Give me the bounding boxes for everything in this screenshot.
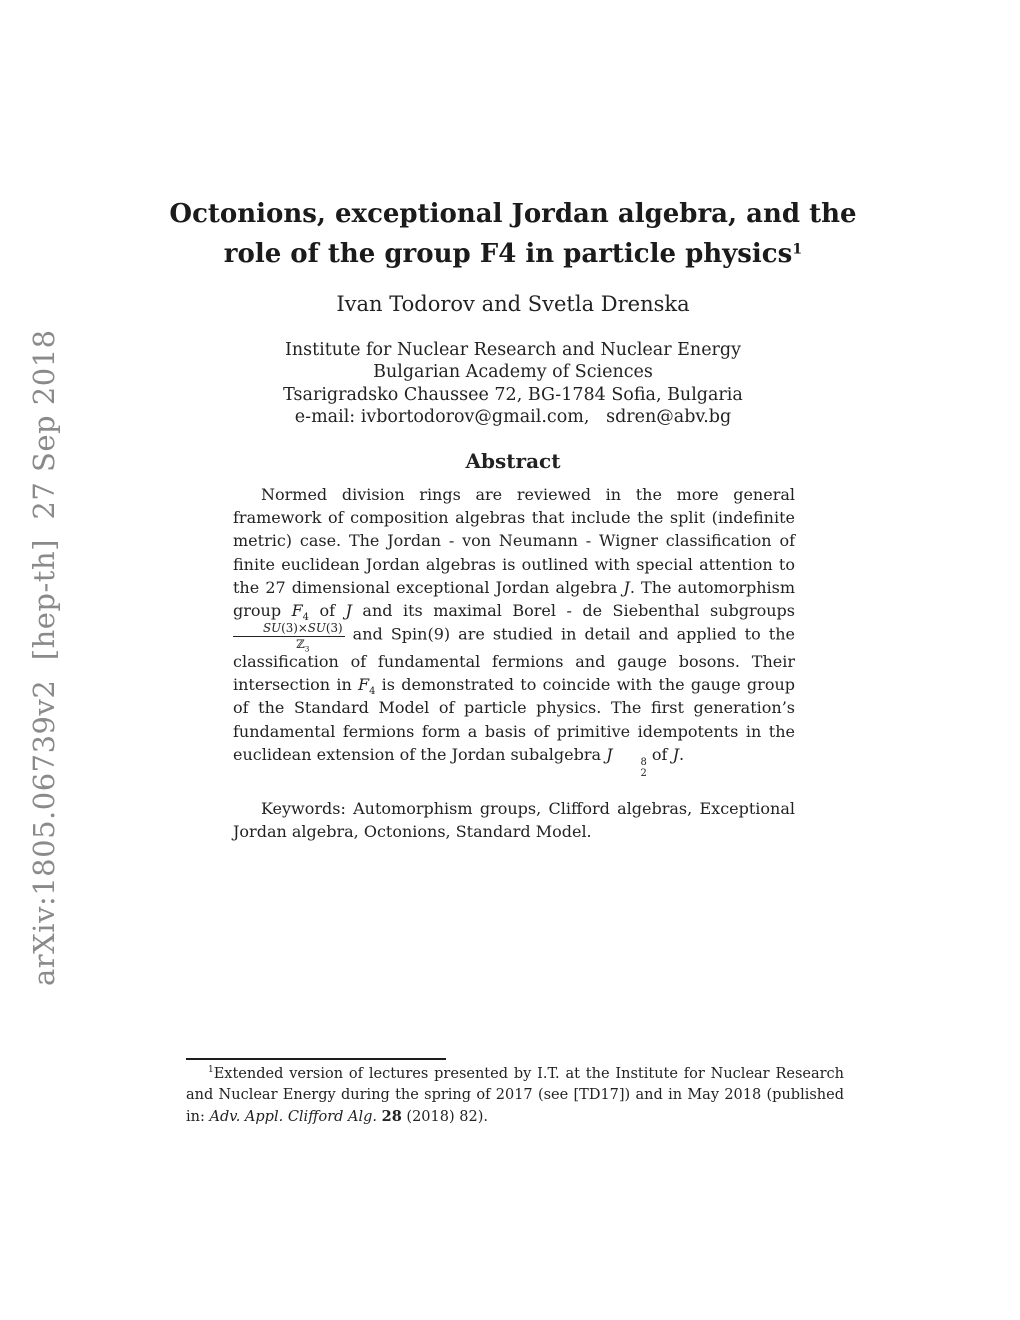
paper-title: [133, 194, 893, 274]
footnote-text: $^1$Extended version of lectures presented by I.T. at the Institute for Nuclear Research and Nuclear Energy during the spring of 2017 (see [TD17]) and in May 2018 (published in: Adv. Appl. Clifford Alg. 28 (2018) 82).: [186, 1065, 844, 1125]
abstract-text: Normed division rings are reviewed in the more general framework of composition algebras that include the split (indefinite metric) case. The Jordan - von Neumann - Wigner classification of finite euclidean Jordan algebras is outlined with special attention to the 27 dimensional exceptional Jordan algebra J. The automorphism group $F_4$ of J and its maximal Borel - de Siebenthal subgroups $\frac{SU(3)\times SU(3)}{ℤ_3}$ and Spin(9) are studied in detail and applied to the classification of fundamental fermions and gauge bosons. Their intersection in $F_4$ is demonstrated to coincide with the gauge group of the Standard Model of particle physics. The first generation’s fundamental fermions form a basis of primitive idempotents in the euclidean extension of the Jordan subalgebra J 8 2 of J.: [233, 485, 796, 779]
affiliation-block: [133, 339, 893, 429]
footnote-rule: [186, 1058, 446, 1060]
authors-line: Ivan Todorov and Svetla Drenska: [336, 292, 690, 316]
affiliation-line: Tsarigradsko Chaussee 72, BG-1784 Sofia, Bulgaria: [283, 384, 743, 405]
title-line-2: [133, 234, 893, 274]
title-line-2-text: role of the group F4 in particle physics: [223, 239, 793, 269]
affiliation-email-line: e-mail: ivbortodorov@gmail.com, sdren@abv.bg: [294, 407, 732, 428]
abstract-heading: Abstract: [465, 449, 561, 473]
title-footnote-mark: 1: [792, 241, 803, 258]
affiliation-line: Institute for Nuclear Research and Nuclear Energy: [284, 340, 742, 360]
title-line-1: Octonions, exceptional Jordan algebra, and the: [169, 199, 857, 229]
arxiv-watermark: arXiv:1805.06739v2 [hep-th] 27 Sep 2018: [27, 329, 61, 986]
affiliation-line: Bulgarian Academy of Sciences: [373, 362, 653, 383]
keywords-text: Keywords: Automorphism groups, Clifford algebras, Exceptional Jordan algebra, Octonions, Standard Model.: [233, 799, 795, 842]
